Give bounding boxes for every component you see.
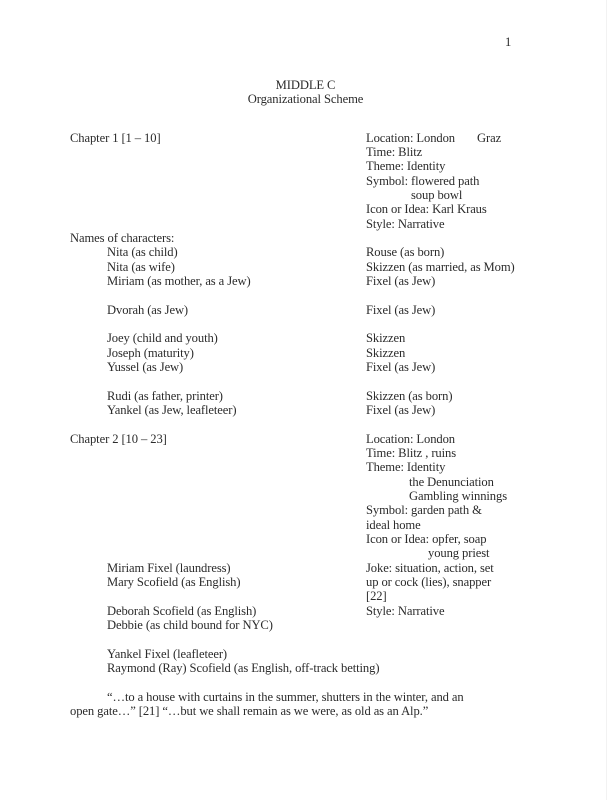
chapter-2-theme: Theme: Identity: [366, 460, 446, 474]
chapter-2-icon: Icon or Idea: opfer, soap: [366, 532, 487, 546]
chapter-2-joke: [22]: [366, 589, 387, 603]
chapter-2-theme-extra: Gambling winnings: [409, 489, 507, 503]
quote-line-2: open gate…” [21] “…but we shall remain as we were, as old as an Alp.”: [70, 704, 429, 718]
chapter-2-joke: up or cock (lies), snapper: [366, 575, 492, 589]
chapter-2-location: Location: London: [366, 432, 455, 446]
character-name: Miriam Fixel (laundress): [107, 561, 231, 575]
character-surname: Skizzen: [366, 331, 406, 345]
names-heading: Names of characters:: [70, 231, 175, 245]
character-name: Debbie (as child bound for NYC): [107, 618, 273, 632]
character-name: Dvorah (as Jew): [107, 303, 189, 317]
character-surname: Skizzen (as born): [366, 389, 453, 403]
character-name: Yankel (as Jew, leafleteer): [107, 403, 237, 417]
chapter-2-theme-extra: the Denunciation: [409, 475, 494, 489]
character-surname: Skizzen (as married, as Mom): [366, 260, 515, 274]
chapter-1-heading: Chapter 1 [1 – 10]: [70, 131, 161, 145]
chapter-1-symbol: Symbol: flowered path: [366, 174, 480, 188]
chapter-2-style: Style: Narrative: [366, 604, 445, 618]
chapter-1-time: Time: Blitz: [366, 145, 423, 159]
character-surname: Skizzen: [366, 346, 406, 360]
page-number: 1: [505, 35, 512, 49]
character-name: Raymond (Ray) Scofield (as English, off-track betting): [107, 661, 380, 675]
chapter-1-symbol-extra: soup bowl: [411, 188, 463, 202]
document-title: MIDDLE C: [275, 78, 336, 92]
chapter-2-time: Time: Blitz , ruins: [366, 446, 457, 460]
chapter-1-theme: Theme: Identity: [366, 159, 446, 173]
character-name: Mary Scofield (as English): [107, 575, 241, 589]
character-name: Nita (as child): [107, 245, 178, 259]
character-name: Yankel Fixel (leafleteer): [107, 647, 228, 661]
document-subtitle: Organizational Scheme: [247, 92, 364, 106]
character-surname: Fixel (as Jew): [366, 360, 436, 374]
chapter-1-style: Style: Narrative: [366, 217, 445, 231]
character-surname: Fixel (as Jew): [366, 274, 436, 288]
chapter-1-location-extra: Graz: [477, 131, 502, 145]
character-surname: Fixel (as Jew): [366, 303, 436, 317]
character-surname: Fixel (as Jew): [366, 403, 436, 417]
chapter-2-symbol: Symbol: garden path &: [366, 503, 482, 517]
character-name: Deborah Scofield (as English): [107, 604, 257, 618]
quote-line-1: “…to a house with curtains in the summer, shutters in the winter, and an: [107, 690, 464, 704]
chapter-1-location: Location: London: [366, 131, 455, 145]
character-name: Miriam (as mother, as a Jew): [107, 274, 251, 288]
scan-edge: [606, 0, 607, 800]
character-name: Rudi (as father, printer): [107, 389, 223, 403]
character-name: Joey (child and youth): [107, 331, 218, 345]
chapter-2-heading: Chapter 2 [10 – 23]: [70, 432, 167, 446]
character-name: Yussel (as Jew): [107, 360, 184, 374]
character-name: Joseph (maturity): [107, 346, 194, 360]
chapter-2-joke: Joke: situation, action, set: [366, 561, 494, 575]
character-surname: Rouse (as born): [366, 245, 445, 259]
chapter-2-icon-extra: young priest: [428, 546, 490, 560]
chapter-1-icon: Icon or Idea: Karl Kraus: [366, 202, 487, 216]
character-name: Nita (as wife): [107, 260, 175, 274]
chapter-2-symbol-cont: ideal home: [366, 518, 421, 532]
